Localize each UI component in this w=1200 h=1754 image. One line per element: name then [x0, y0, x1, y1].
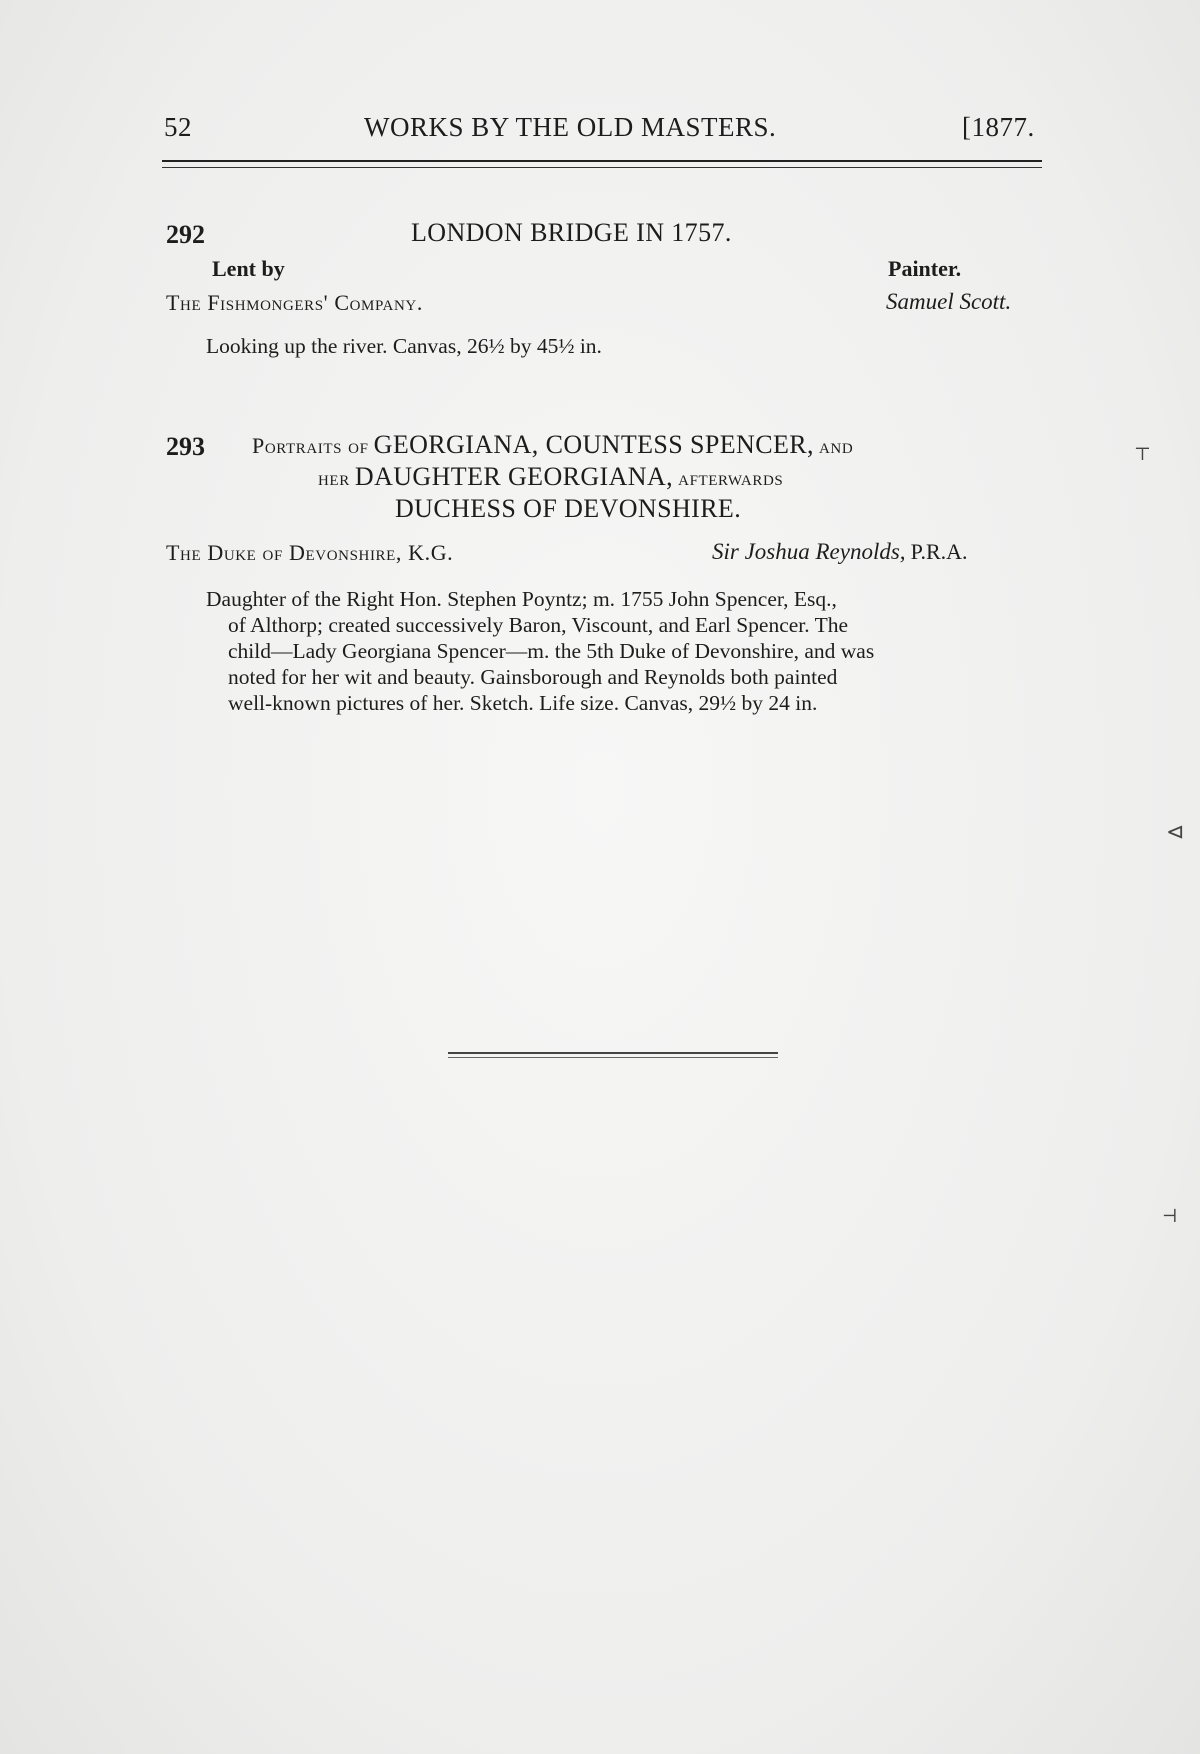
- entry-292-description: Looking up the river. Canvas, 26½ by 45½ in.: [206, 334, 602, 358]
- title-prefix: Portraits of: [252, 433, 369, 458]
- page-number: 52: [164, 112, 192, 142]
- entry-292-number: 292: [166, 220, 205, 249]
- entry-293-lender: The Duke of Devonshire, K.G.: [166, 540, 454, 565]
- entry-293-number: 293: [166, 432, 205, 461]
- entry-293-title-line2: [318, 462, 783, 492]
- entry-292-lender: The Fishmongers' Company.: [166, 290, 423, 315]
- description-line: well-known pictures of her. Sketch. Life size. Canvas, 29½ by 24 in.: [228, 691, 818, 715]
- title-suffix: and: [818, 433, 854, 458]
- header-rule-thin: [162, 167, 1042, 168]
- entry-293-title-line3: DUCHESS OF DEVONSHIRE.: [395, 494, 742, 523]
- title-suffix: afterwards: [678, 465, 784, 490]
- painter-name: Sir Joshua Reynolds,: [712, 539, 906, 564]
- section-end-rule-thin: [448, 1057, 778, 1058]
- title-main: DAUGHTER GEORGIANA,: [354, 462, 674, 491]
- title-prefix: her: [318, 465, 350, 490]
- stray-mark: ⊣: [1162, 1206, 1178, 1227]
- stray-mark: ⊤: [1134, 444, 1151, 465]
- title-main: GEORGIANA, COUNTESS SPENCER,: [373, 430, 814, 459]
- running-title: WORKS BY THE OLD MASTERS.: [364, 112, 777, 142]
- header-year: [1877.: [962, 112, 1035, 142]
- description-line: noted for her wit and beauty. Gainsborough and Reynolds both painted: [228, 665, 838, 689]
- lent-by-label: Lent by: [212, 256, 285, 281]
- description-line: child—Lady Georgiana Spencer—m. the 5th Duke of Devonshire, and was: [228, 639, 875, 663]
- entry-293-description: [206, 586, 1042, 716]
- entry-292-title: LONDON BRIDGE IN 1757.: [411, 218, 732, 247]
- stray-mark: ⊲: [1166, 820, 1185, 845]
- entry-292-painter: Samuel Scott.: [886, 289, 1012, 314]
- painter-title: P.R.A.: [910, 539, 968, 564]
- entry-293-painter: [712, 539, 968, 565]
- description-line: Daughter of the Right Hon. Stephen Poyntz; m. 1755 John Spencer, Esq.,: [206, 587, 837, 611]
- description-line: of Althorp; created successively Baron, Viscount, and Earl Spencer. The: [228, 613, 849, 637]
- painter-label: Painter.: [888, 256, 962, 281]
- header-rule: [162, 160, 1042, 162]
- section-end-rule: [448, 1052, 778, 1054]
- entry-293-title-line1: [252, 430, 853, 460]
